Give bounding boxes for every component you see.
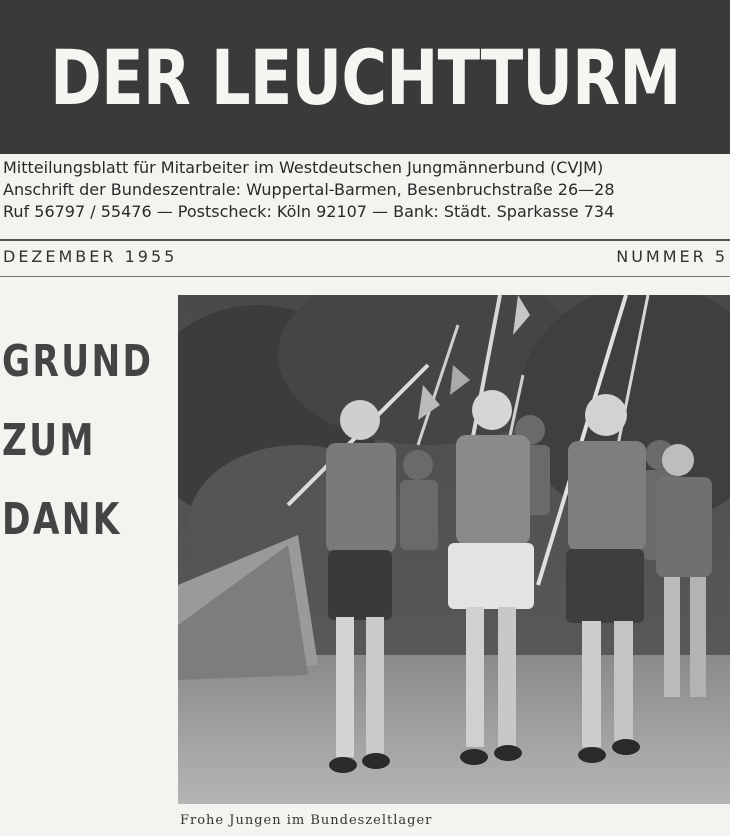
divider-bottom	[0, 276, 730, 277]
photo-caption: Frohe Jungen im Bundeszeltlager	[180, 813, 433, 828]
info-line-address: Anschrift der Bundeszentrale: Wuppertal-Barmen, Besenbruchstraße 26—28	[3, 180, 615, 199]
headline-line-2: ZUM	[2, 415, 96, 466]
masthead-title: DER LEUCHTTURM	[49, 32, 681, 122]
camp-photo	[178, 295, 730, 804]
divider-top	[0, 239, 730, 241]
info-line-subtitle: Mitteilungsblatt für Mitarbeiter im Westdeutschen Jungmännerbund (CVJM)	[3, 158, 604, 177]
issue-number: NUMMER 5	[616, 247, 728, 266]
info-line-contact: Ruf 56797 / 55476 — Postscheck: Köln 92107 — Bank: Städt. Sparkasse 734	[3, 202, 615, 221]
camp-photo-illustration	[178, 295, 730, 804]
publication-info	[3, 157, 730, 223]
headline-line-1: GRUND	[2, 336, 154, 387]
masthead	[0, 0, 730, 154]
article-headline	[2, 336, 172, 577]
headline-line-3: DANK	[2, 494, 122, 545]
issue-date: DEZEMBER 1955	[3, 247, 178, 266]
